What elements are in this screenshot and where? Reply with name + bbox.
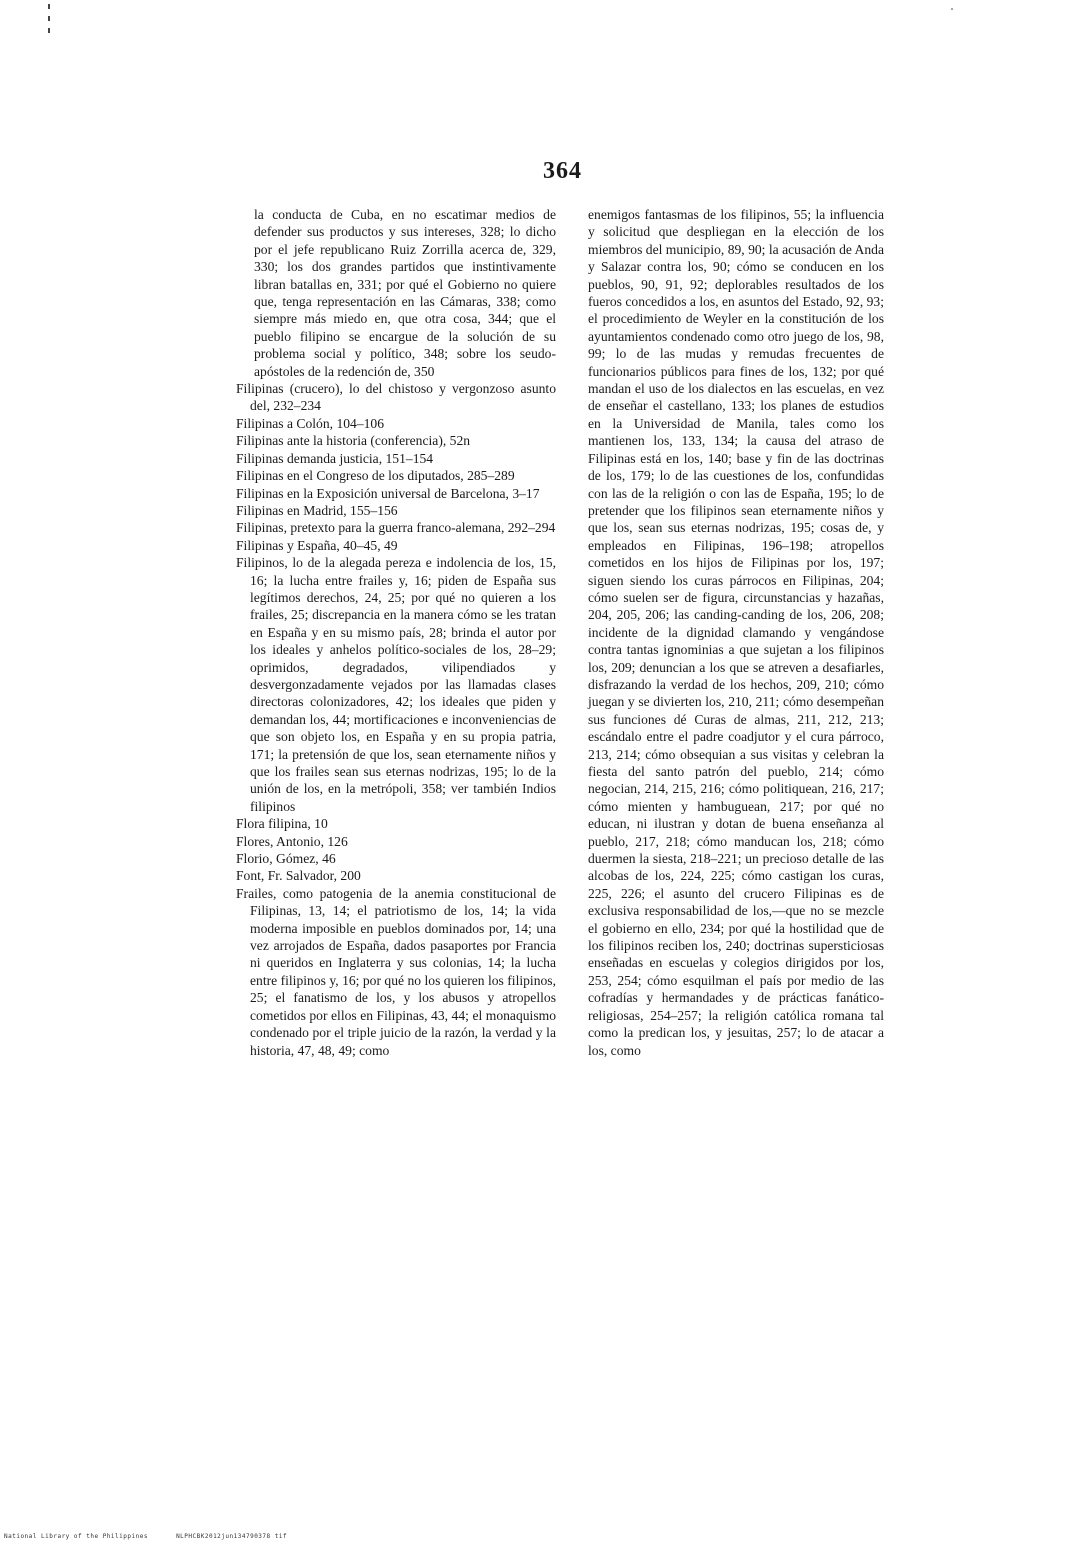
left-column	[236, 206, 556, 1059]
index-entry: Font, Fr. Salvador, 200	[236, 868, 361, 884]
index-entry: Filipinos, lo de la alegada pereza e indolencia de los, 15, 16; la lucha entre frailes y, 16; piden de España sus legítimos derechos, 24, 25; por qué no quieren a los frailes, 25; discrepancia en la manera cómo se les tratan en España y en su mismo país, 28; brinda el autor por los ideales y anhelos político-sociales de los, 28–29; oprimidos, degradados, vilipendiados y desvergonzadamente vejados por las llamadas clases directoras colonizadores, 42; los ideales que piden y demandan los, 44; mortificaciones e inconveniencias de que son objeto los, en España y en su propia patria, 171; la pretensión de que los, sean eternamente niños y que los frailes sean sus eternas nodrizas, 195; lo de la unión de los, en la metrópoli, 358; ver también Indios filipinos	[236, 555, 556, 814]
index-entry: Filipinas, pretexto para la guerra franco-alemana, 292–294	[236, 520, 556, 536]
index-entry: Filipinas en el Congreso de los diputados, 285–289	[236, 468, 515, 484]
index-entry: Filipinas y España, 40–45, 49	[236, 537, 398, 553]
index-entry: la conducta de Cuba, en no escatimar medios de defender sus productos y sus intereses, 328; lo dicho por el jefe republicano Ruiz Zorrilla acerca de, 329, 330; los dos grandes partidos que instintivamente libran batallas en, 331; por qué el Gobierno no quiere que, tenga representación en las Cámaras, 338; como siempre más miedo en, que otra cosa, 344; que el pueblo filipino se encargue de la solución de su problema social y político, 348; sobre los seudo-apóstoles de la redención de, 350	[254, 207, 556, 379]
speck	[951, 8, 953, 10]
footer-file-id: NLPHCBK2012jun134790378 tif	[176, 1533, 288, 1540]
index-entry: Filipinas demanda justicia, 151–154	[236, 450, 434, 466]
index-entry: Filipinas (crucero), lo del chistoso y vergonzoso asunto del, 232–234	[236, 381, 556, 414]
index-entry: Flora filipina, 10	[236, 816, 328, 832]
right-column	[588, 206, 884, 1059]
footer	[4, 1533, 311, 1540]
index-entry: Frailes, como patogenia de la anemia constitucional de Filipinas, 13, 14; el patriotismo de los, 14; la vida moderna imposible en pueblos dominados por, 14; una vez arrojados de España, dados pasaportes por Francia ni queridos en Inglaterra y sus colonias, 14; la lucha entre filipinos y, 16; por qué no los quieren los filipinos, 25; el fanatismo de los, y los abusos y atropellos cometidos por ellos en Filipinas, 43, 44; el monaquismo condenado por el triple juicio de la razón, la verdad y la historia, 47, 48, 49; como	[236, 885, 556, 1058]
index-entry: Filipinas a Colón, 104–106	[236, 415, 385, 431]
index-entry: Filipinas ante la historia (conferencia), 52n	[236, 433, 471, 449]
page-number: 364	[543, 158, 582, 184]
index-entry: Filipinas en la Exposición universal de Barcelona, 3–17	[236, 485, 540, 501]
margin-marks	[48, 4, 50, 44]
index-entry: Florio, Gómez, 46	[236, 851, 336, 867]
index-entry: Filipinas en Madrid, 155–156	[236, 502, 398, 518]
index-entry: Flores, Antonio, 126	[236, 833, 348, 849]
index-entry: enemigos fantasmas de los filipinos, 55; la influencia y solicitud que despliegan en la elección de los miembros del municipio, 89, 90; la acusación de Anda y Salazar contra los, 90; cómo se conducen en los pueblos, 90, 91, 92; deplorables resultados de los fueros concedidos a los, en asuntos del Estado, 92, 93; el procedimiento de Weyler en la constitución de los ayuntamientos condenado como otro juego de los, 98, 99; lo de las mudas y remudas frecuentes de funcionarios públicos para fines de los, 132; por qué mandan el uso de los dialectos en las escuelas, en vez de enseñar el castellano, 133; los planes de estudios en la Universidad de Manila, tales como los mantienen los, 133, 134; la causa del atraso de Filipinas está en los, 140; base y fin de las doctrinas de los, 179; lo de las cuestiones de los, confundidas con las de la religión o con las de España, 195; lo de pretender que los filipinos sean eternamente niños y que los, sean sus eternas nodrizas, 195; cosas de, y empleados en Filipinas, 196–198; atropellos cometidos en los hijos de Filipinas por los, 197; siguen siendo los curas párrocos en Filipinas, 204; cómo suelen ser de figura, circunstancias y hazañas, 204, 205, 206; las canding-canding de los, 206, 208; incidente de la dignidad clamando y vengándose contra tantas ignominias a que sujetan a los filipinos los, 209; denuncian a los que se atreven a desafiarles, disfrazando la verdad de los hechos, 209, 210; cómo juegan y se divierten los, 210, 211; cómo desempeñan sus funciones dé Curas de almas, 211, 212, 213; escándalo entre el padre coadjutor y el cura párroco, 213, 214; cómo obsequian a sus visitas y celebran la fiesta del santo patrón del pueblo, 214; cómo negocian, 214, 215, 216; cómo politiquean, 216, 217; cómo mienten y hambuguean, 217; por qué no educan, ni ilustran y dotan de buena enseñanza al pueblo, 217, 218; cómo manducan los, 218; cómo duermen la siesta, 218–221; un precioso detalle de las alcobas de los, 224, 225; cómo castigan los curas, 225, 226; el asunto del crucero Filipinas es de exclusiva responsabilidad de los,—que no se mezcle el gobierno en ello, 234; por qué la hostilidad que de los filipinos reciben los, 240; doctrinas supersticiosas enseñadas en escuelas y colegios dirigidos por los, 253, 254; cómo esquilman el país por medio de las cofradías y hermandades y de prácticas fanático-religiosas, 254–257; la religión católica romana tal como la predican los, y jesuitas, 257; lo de atacar a los, como	[588, 207, 884, 1058]
footer-library: National Library of the Philippines	[4, 1533, 148, 1540]
